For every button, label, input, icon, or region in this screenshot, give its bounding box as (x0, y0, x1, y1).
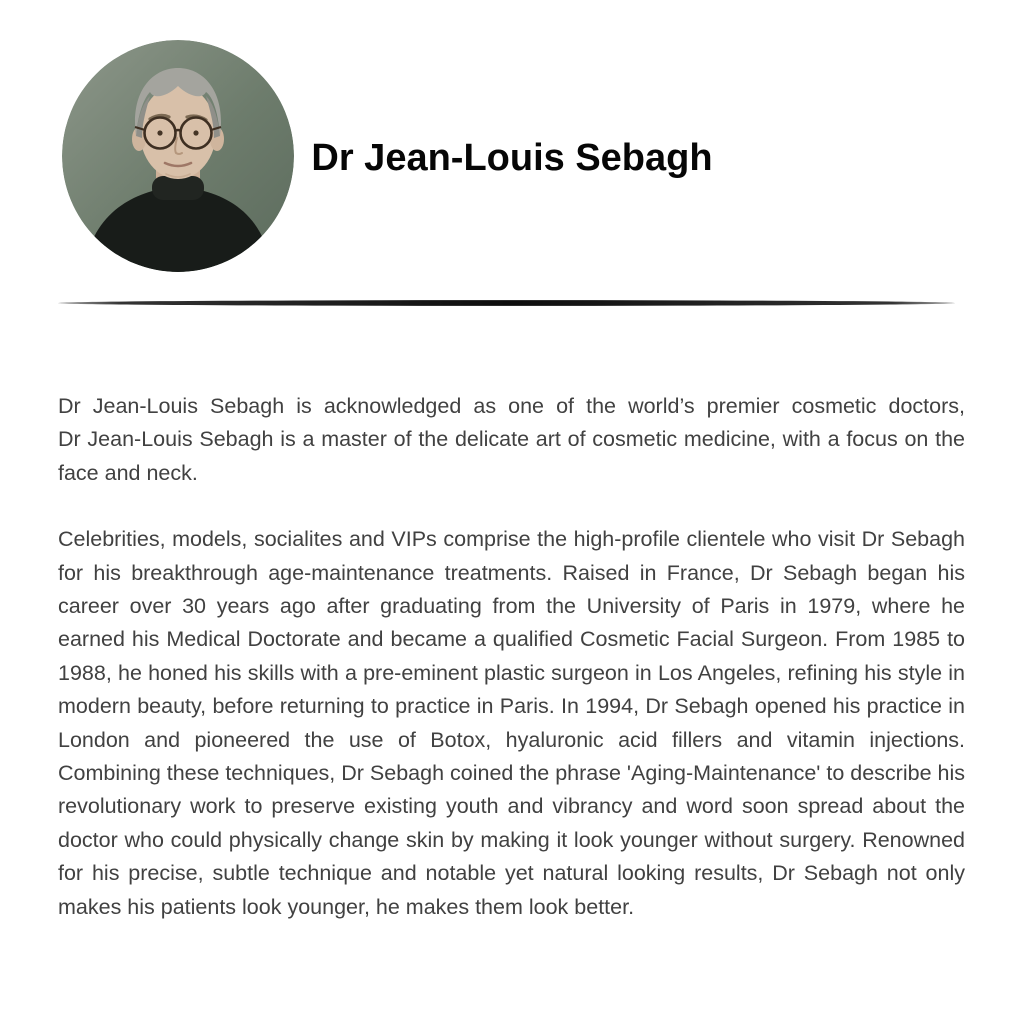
bio-paragraph-career: Celebrities, models, socialites and VIPs comprise the high-profile clientele who visit Dr Sebagh for his breakthrough age-maintenance treatments. Raised in France, Dr Sebagh began his career over 30 years ago after graduating from the University of Paris in 1979, where he earned his Medical Doctorate and became a qualified Cosmetic Facial Surgeon. From 1985 to 1988, he honed his skills with a pre-eminent plastic surgeon in Los Angeles, refining his style in modern beauty, before returning to practice in Paris. In 1994, Dr Sebagh opened his practice in London and pioneered the use of Botox, hyaluronic acid fillers and vitamin injections. Combining these techniques, Dr Sebagh coined the phrase 'Aging-Maintenance' to describe his revolutionary work to preserve existing youth and vibrancy and word soon spread about the doctor who could physically change skin by making it look younger without surgery. Renowned for his precise, subtle technique and notable yet natural looking results, Dr Sebagh not only makes his patients look younger, he makes them look better. (58, 527, 965, 919)
page-title: Dr Jean-Louis Sebagh (311, 137, 713, 179)
biography-text (58, 390, 965, 924)
divider-line (58, 297, 955, 309)
bio-paragraph-intro: Dr Jean-Louis Sebagh is acknowledged as one of the world’s premier cosmetic doctors, Dr Jean-Louis Sebagh is a master of the delicate art of cosmetic medicine, with a focus on the face and neck. (58, 394, 965, 485)
divider-graphic (58, 297, 955, 309)
